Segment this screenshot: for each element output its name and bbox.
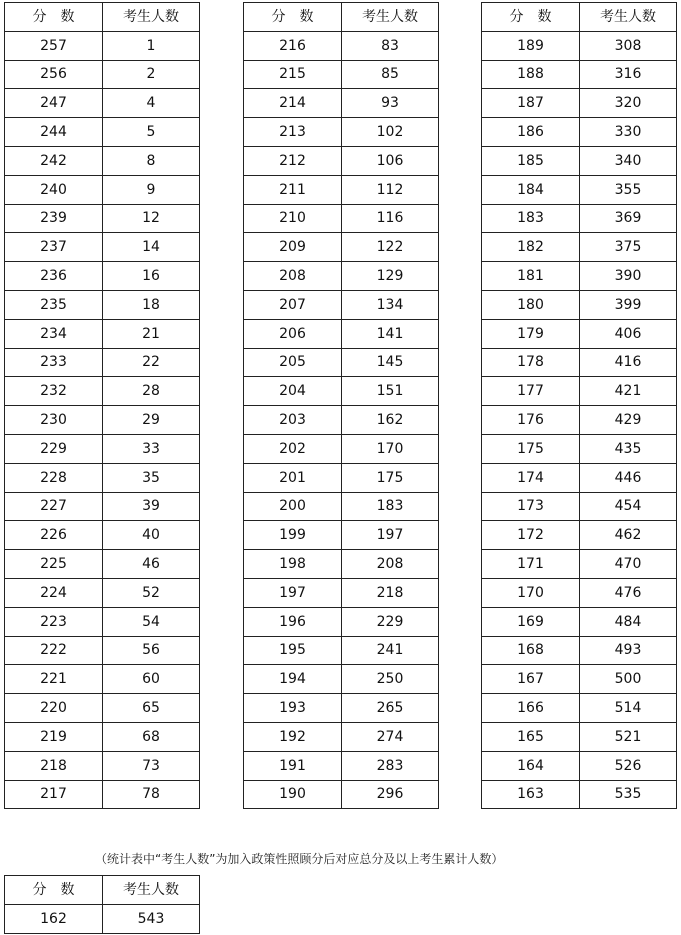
table-header-row xyxy=(482,3,677,32)
count-cell: 14 xyxy=(103,233,200,262)
score-cell: 247 xyxy=(5,89,103,118)
table-row xyxy=(482,406,677,435)
count-cell: 83 xyxy=(342,31,439,60)
score-cell: 190 xyxy=(244,780,342,809)
table-row xyxy=(244,550,439,579)
count-cell: 484 xyxy=(580,607,677,636)
table-body xyxy=(244,31,439,809)
count-cell: 399 xyxy=(580,290,677,319)
score-cell: 242 xyxy=(5,146,103,175)
score-cell: 174 xyxy=(482,463,580,492)
count-cell: 134 xyxy=(342,290,439,319)
score-cell: 212 xyxy=(244,146,342,175)
count-cell: 543 xyxy=(103,905,200,934)
count-header: 考生人数 xyxy=(580,3,677,32)
score-cell: 191 xyxy=(244,751,342,780)
table-row xyxy=(244,665,439,694)
table-row xyxy=(244,204,439,233)
count-cell: 39 xyxy=(103,492,200,521)
count-cell: 241 xyxy=(342,636,439,665)
score-cell: 188 xyxy=(482,60,580,89)
table-row xyxy=(482,521,677,550)
score-cell: 182 xyxy=(482,233,580,262)
count-cell: 296 xyxy=(342,780,439,809)
score-cell: 213 xyxy=(244,118,342,147)
table-row xyxy=(5,694,200,723)
score-cell: 168 xyxy=(482,636,580,665)
score-cell: 221 xyxy=(5,665,103,694)
table-row xyxy=(482,262,677,291)
score-cell: 227 xyxy=(5,492,103,521)
score-cell: 162 xyxy=(5,905,103,934)
count-cell: 122 xyxy=(342,233,439,262)
table-row xyxy=(482,722,677,751)
score-cell: 217 xyxy=(5,780,103,809)
score-cell: 186 xyxy=(482,118,580,147)
count-cell: 265 xyxy=(342,694,439,723)
score-header: 分 数 xyxy=(5,3,103,32)
score-cell: 163 xyxy=(482,780,580,809)
table-row xyxy=(5,233,200,262)
score-cell: 202 xyxy=(244,434,342,463)
score-cell: 220 xyxy=(5,694,103,723)
score-header: 分 数 xyxy=(244,3,342,32)
table-row xyxy=(482,146,677,175)
score-table-3 xyxy=(481,2,677,809)
table-row xyxy=(482,434,677,463)
score-cell: 173 xyxy=(482,492,580,521)
count-cell: 369 xyxy=(580,204,677,233)
table-header-row xyxy=(5,3,200,32)
score-cell: 230 xyxy=(5,406,103,435)
count-cell: 514 xyxy=(580,694,677,723)
count-cell: 500 xyxy=(580,665,677,694)
score-cell: 233 xyxy=(5,348,103,377)
table-row xyxy=(482,694,677,723)
score-cell: 206 xyxy=(244,319,342,348)
table-row xyxy=(244,434,439,463)
table-row xyxy=(244,175,439,204)
table-row xyxy=(244,751,439,780)
score-header: 分 数 xyxy=(482,3,580,32)
count-cell: 21 xyxy=(103,319,200,348)
score-table-2 xyxy=(243,2,439,809)
table-row xyxy=(5,607,200,636)
table-row xyxy=(482,204,677,233)
score-cell: 218 xyxy=(5,751,103,780)
table-row xyxy=(482,319,677,348)
table-row xyxy=(482,751,677,780)
score-cell: 179 xyxy=(482,319,580,348)
table-row xyxy=(5,636,200,665)
count-cell: 4 xyxy=(103,89,200,118)
score-cell: 224 xyxy=(5,578,103,607)
count-cell: 406 xyxy=(580,319,677,348)
table-note: （统计表中“考生人数”为加入政策性照顾分后对应总分及以上考生累计人数） xyxy=(95,852,504,866)
count-cell: 16 xyxy=(103,262,200,291)
table-row xyxy=(482,578,677,607)
score-cell: 222 xyxy=(5,636,103,665)
count-cell: 28 xyxy=(103,377,200,406)
count-cell: 9 xyxy=(103,175,200,204)
count-cell: 73 xyxy=(103,751,200,780)
score-cell: 228 xyxy=(5,463,103,492)
table-row xyxy=(244,578,439,607)
table-row xyxy=(5,348,200,377)
count-cell: 46 xyxy=(103,550,200,579)
table-row xyxy=(482,31,677,60)
score-cell: 199 xyxy=(244,521,342,550)
table-row xyxy=(5,492,200,521)
count-cell: 85 xyxy=(342,60,439,89)
score-cell: 201 xyxy=(244,463,342,492)
score-cell: 208 xyxy=(244,262,342,291)
table-row xyxy=(244,377,439,406)
score-cell: 189 xyxy=(482,31,580,60)
table-row xyxy=(5,290,200,319)
table-row xyxy=(5,377,200,406)
count-cell: 229 xyxy=(342,607,439,636)
count-cell: 170 xyxy=(342,434,439,463)
score-cell: 196 xyxy=(244,607,342,636)
score-cell: 257 xyxy=(5,31,103,60)
table-row xyxy=(244,290,439,319)
count-cell: 78 xyxy=(103,780,200,809)
table-row xyxy=(244,463,439,492)
table-body xyxy=(5,31,200,809)
score-cell: 229 xyxy=(5,434,103,463)
table-row xyxy=(5,521,200,550)
table-row xyxy=(244,146,439,175)
table-row xyxy=(5,780,200,809)
score-cell: 195 xyxy=(244,636,342,665)
score-cell: 187 xyxy=(482,89,580,118)
table-row xyxy=(5,722,200,751)
count-cell: 521 xyxy=(580,722,677,751)
count-cell: 40 xyxy=(103,521,200,550)
score-cell: 244 xyxy=(5,118,103,147)
score-cell: 172 xyxy=(482,521,580,550)
count-cell: 454 xyxy=(580,492,677,521)
score-cell: 170 xyxy=(482,578,580,607)
table-header-row xyxy=(5,876,200,905)
score-cell: 211 xyxy=(244,175,342,204)
count-cell: 340 xyxy=(580,146,677,175)
count-cell: 283 xyxy=(342,751,439,780)
table-row xyxy=(482,290,677,319)
count-cell: 22 xyxy=(103,348,200,377)
table-row xyxy=(5,146,200,175)
count-cell: 33 xyxy=(103,434,200,463)
score-cell: 240 xyxy=(5,175,103,204)
count-cell: 145 xyxy=(342,348,439,377)
count-cell: 112 xyxy=(342,175,439,204)
table-row xyxy=(5,319,200,348)
score-cell: 171 xyxy=(482,550,580,579)
table-row xyxy=(244,406,439,435)
table-row xyxy=(5,905,200,934)
table-row xyxy=(5,118,200,147)
count-cell: 429 xyxy=(580,406,677,435)
table-row xyxy=(244,722,439,751)
count-cell: 535 xyxy=(580,780,677,809)
table-row xyxy=(5,175,200,204)
count-cell: 416 xyxy=(580,348,677,377)
count-cell: 197 xyxy=(342,521,439,550)
score-table-4 xyxy=(4,875,200,934)
count-cell: 330 xyxy=(580,118,677,147)
count-cell: 162 xyxy=(342,406,439,435)
score-cell: 223 xyxy=(5,607,103,636)
score-cell: 226 xyxy=(5,521,103,550)
count-cell: 29 xyxy=(103,406,200,435)
table-row xyxy=(5,89,200,118)
table-row xyxy=(482,377,677,406)
count-cell: 308 xyxy=(580,31,677,60)
count-cell: 2 xyxy=(103,60,200,89)
table-row xyxy=(244,694,439,723)
table-row xyxy=(5,31,200,60)
count-cell: 421 xyxy=(580,377,677,406)
table-body xyxy=(482,31,677,809)
table-row xyxy=(5,406,200,435)
count-cell: 93 xyxy=(342,89,439,118)
score-cell: 200 xyxy=(244,492,342,521)
count-cell: 141 xyxy=(342,319,439,348)
score-cell: 193 xyxy=(244,694,342,723)
table-row xyxy=(244,521,439,550)
table-row xyxy=(244,89,439,118)
count-cell: 470 xyxy=(580,550,677,579)
table-row xyxy=(5,204,200,233)
count-cell: 60 xyxy=(103,665,200,694)
count-cell: 102 xyxy=(342,118,439,147)
table-row xyxy=(244,348,439,377)
score-cell: 214 xyxy=(244,89,342,118)
score-cell: 234 xyxy=(5,319,103,348)
score-cell: 215 xyxy=(244,60,342,89)
table-row xyxy=(244,262,439,291)
score-cell: 216 xyxy=(244,31,342,60)
table-row xyxy=(244,233,439,262)
table-row xyxy=(5,751,200,780)
score-cell: 169 xyxy=(482,607,580,636)
count-cell: 208 xyxy=(342,550,439,579)
score-cell: 232 xyxy=(5,377,103,406)
count-cell: 175 xyxy=(342,463,439,492)
count-cell: 52 xyxy=(103,578,200,607)
score-cell: 209 xyxy=(244,233,342,262)
table-row xyxy=(5,434,200,463)
score-cell: 256 xyxy=(5,60,103,89)
score-cell: 192 xyxy=(244,722,342,751)
table-row xyxy=(5,550,200,579)
table-row xyxy=(5,463,200,492)
score-cell: 225 xyxy=(5,550,103,579)
count-header: 考生人数 xyxy=(103,3,200,32)
count-cell: 56 xyxy=(103,636,200,665)
table-row xyxy=(482,175,677,204)
count-cell: 218 xyxy=(342,578,439,607)
count-cell: 320 xyxy=(580,89,677,118)
score-cell: 198 xyxy=(244,550,342,579)
count-cell: 316 xyxy=(580,60,677,89)
count-cell: 183 xyxy=(342,492,439,521)
table-row xyxy=(5,578,200,607)
score-header: 分 数 xyxy=(5,876,103,905)
count-cell: 65 xyxy=(103,694,200,723)
count-cell: 390 xyxy=(580,262,677,291)
count-cell: 1 xyxy=(103,31,200,60)
table-row xyxy=(482,780,677,809)
score-cell: 205 xyxy=(244,348,342,377)
table-row xyxy=(244,118,439,147)
score-cell: 180 xyxy=(482,290,580,319)
table-row xyxy=(482,550,677,579)
score-cell: 207 xyxy=(244,290,342,319)
table-row xyxy=(244,607,439,636)
count-header: 考生人数 xyxy=(103,876,200,905)
count-cell: 68 xyxy=(103,722,200,751)
score-cell: 176 xyxy=(482,406,580,435)
count-cell: 18 xyxy=(103,290,200,319)
table-row xyxy=(244,636,439,665)
table-row xyxy=(244,31,439,60)
table-row xyxy=(482,636,677,665)
count-cell: 8 xyxy=(103,146,200,175)
count-cell: 35 xyxy=(103,463,200,492)
score-cell: 166 xyxy=(482,694,580,723)
table-body xyxy=(5,905,200,934)
score-cell: 210 xyxy=(244,204,342,233)
count-cell: 526 xyxy=(580,751,677,780)
count-cell: 106 xyxy=(342,146,439,175)
score-cell: 194 xyxy=(244,665,342,694)
score-cell: 235 xyxy=(5,290,103,319)
table-row xyxy=(482,89,677,118)
count-cell: 5 xyxy=(103,118,200,147)
table-row xyxy=(5,665,200,694)
count-cell: 446 xyxy=(580,463,677,492)
table-row xyxy=(482,492,677,521)
table-header-row xyxy=(244,3,439,32)
score-cell: 204 xyxy=(244,377,342,406)
table-row xyxy=(482,348,677,377)
count-cell: 355 xyxy=(580,175,677,204)
table-row xyxy=(482,118,677,147)
count-cell: 493 xyxy=(580,636,677,665)
table-row xyxy=(244,492,439,521)
count-cell: 250 xyxy=(342,665,439,694)
score-cell: 178 xyxy=(482,348,580,377)
count-cell: 476 xyxy=(580,578,677,607)
count-cell: 151 xyxy=(342,377,439,406)
table-row xyxy=(482,665,677,694)
score-cell: 175 xyxy=(482,434,580,463)
score-cell: 181 xyxy=(482,262,580,291)
score-cell: 197 xyxy=(244,578,342,607)
score-table-1 xyxy=(4,2,200,809)
score-cell: 239 xyxy=(5,204,103,233)
count-cell: 12 xyxy=(103,204,200,233)
count-cell: 54 xyxy=(103,607,200,636)
table-row xyxy=(482,607,677,636)
table-row xyxy=(5,262,200,291)
score-cell: 183 xyxy=(482,204,580,233)
table-row xyxy=(482,233,677,262)
score-cell: 237 xyxy=(5,233,103,262)
score-cell: 219 xyxy=(5,722,103,751)
score-cell: 236 xyxy=(5,262,103,291)
table-row xyxy=(244,319,439,348)
count-cell: 274 xyxy=(342,722,439,751)
score-cell: 167 xyxy=(482,665,580,694)
score-cell: 177 xyxy=(482,377,580,406)
count-cell: 129 xyxy=(342,262,439,291)
count-cell: 462 xyxy=(580,521,677,550)
table-row xyxy=(5,60,200,89)
count-cell: 375 xyxy=(580,233,677,262)
count-cell: 116 xyxy=(342,204,439,233)
table-row xyxy=(482,60,677,89)
score-cell: 184 xyxy=(482,175,580,204)
count-header: 考生人数 xyxy=(342,3,439,32)
table-row xyxy=(244,60,439,89)
count-cell: 435 xyxy=(580,434,677,463)
score-cell: 185 xyxy=(482,146,580,175)
score-cell: 165 xyxy=(482,722,580,751)
score-cell: 164 xyxy=(482,751,580,780)
score-cell: 203 xyxy=(244,406,342,435)
table-row xyxy=(482,463,677,492)
table-row xyxy=(244,780,439,809)
